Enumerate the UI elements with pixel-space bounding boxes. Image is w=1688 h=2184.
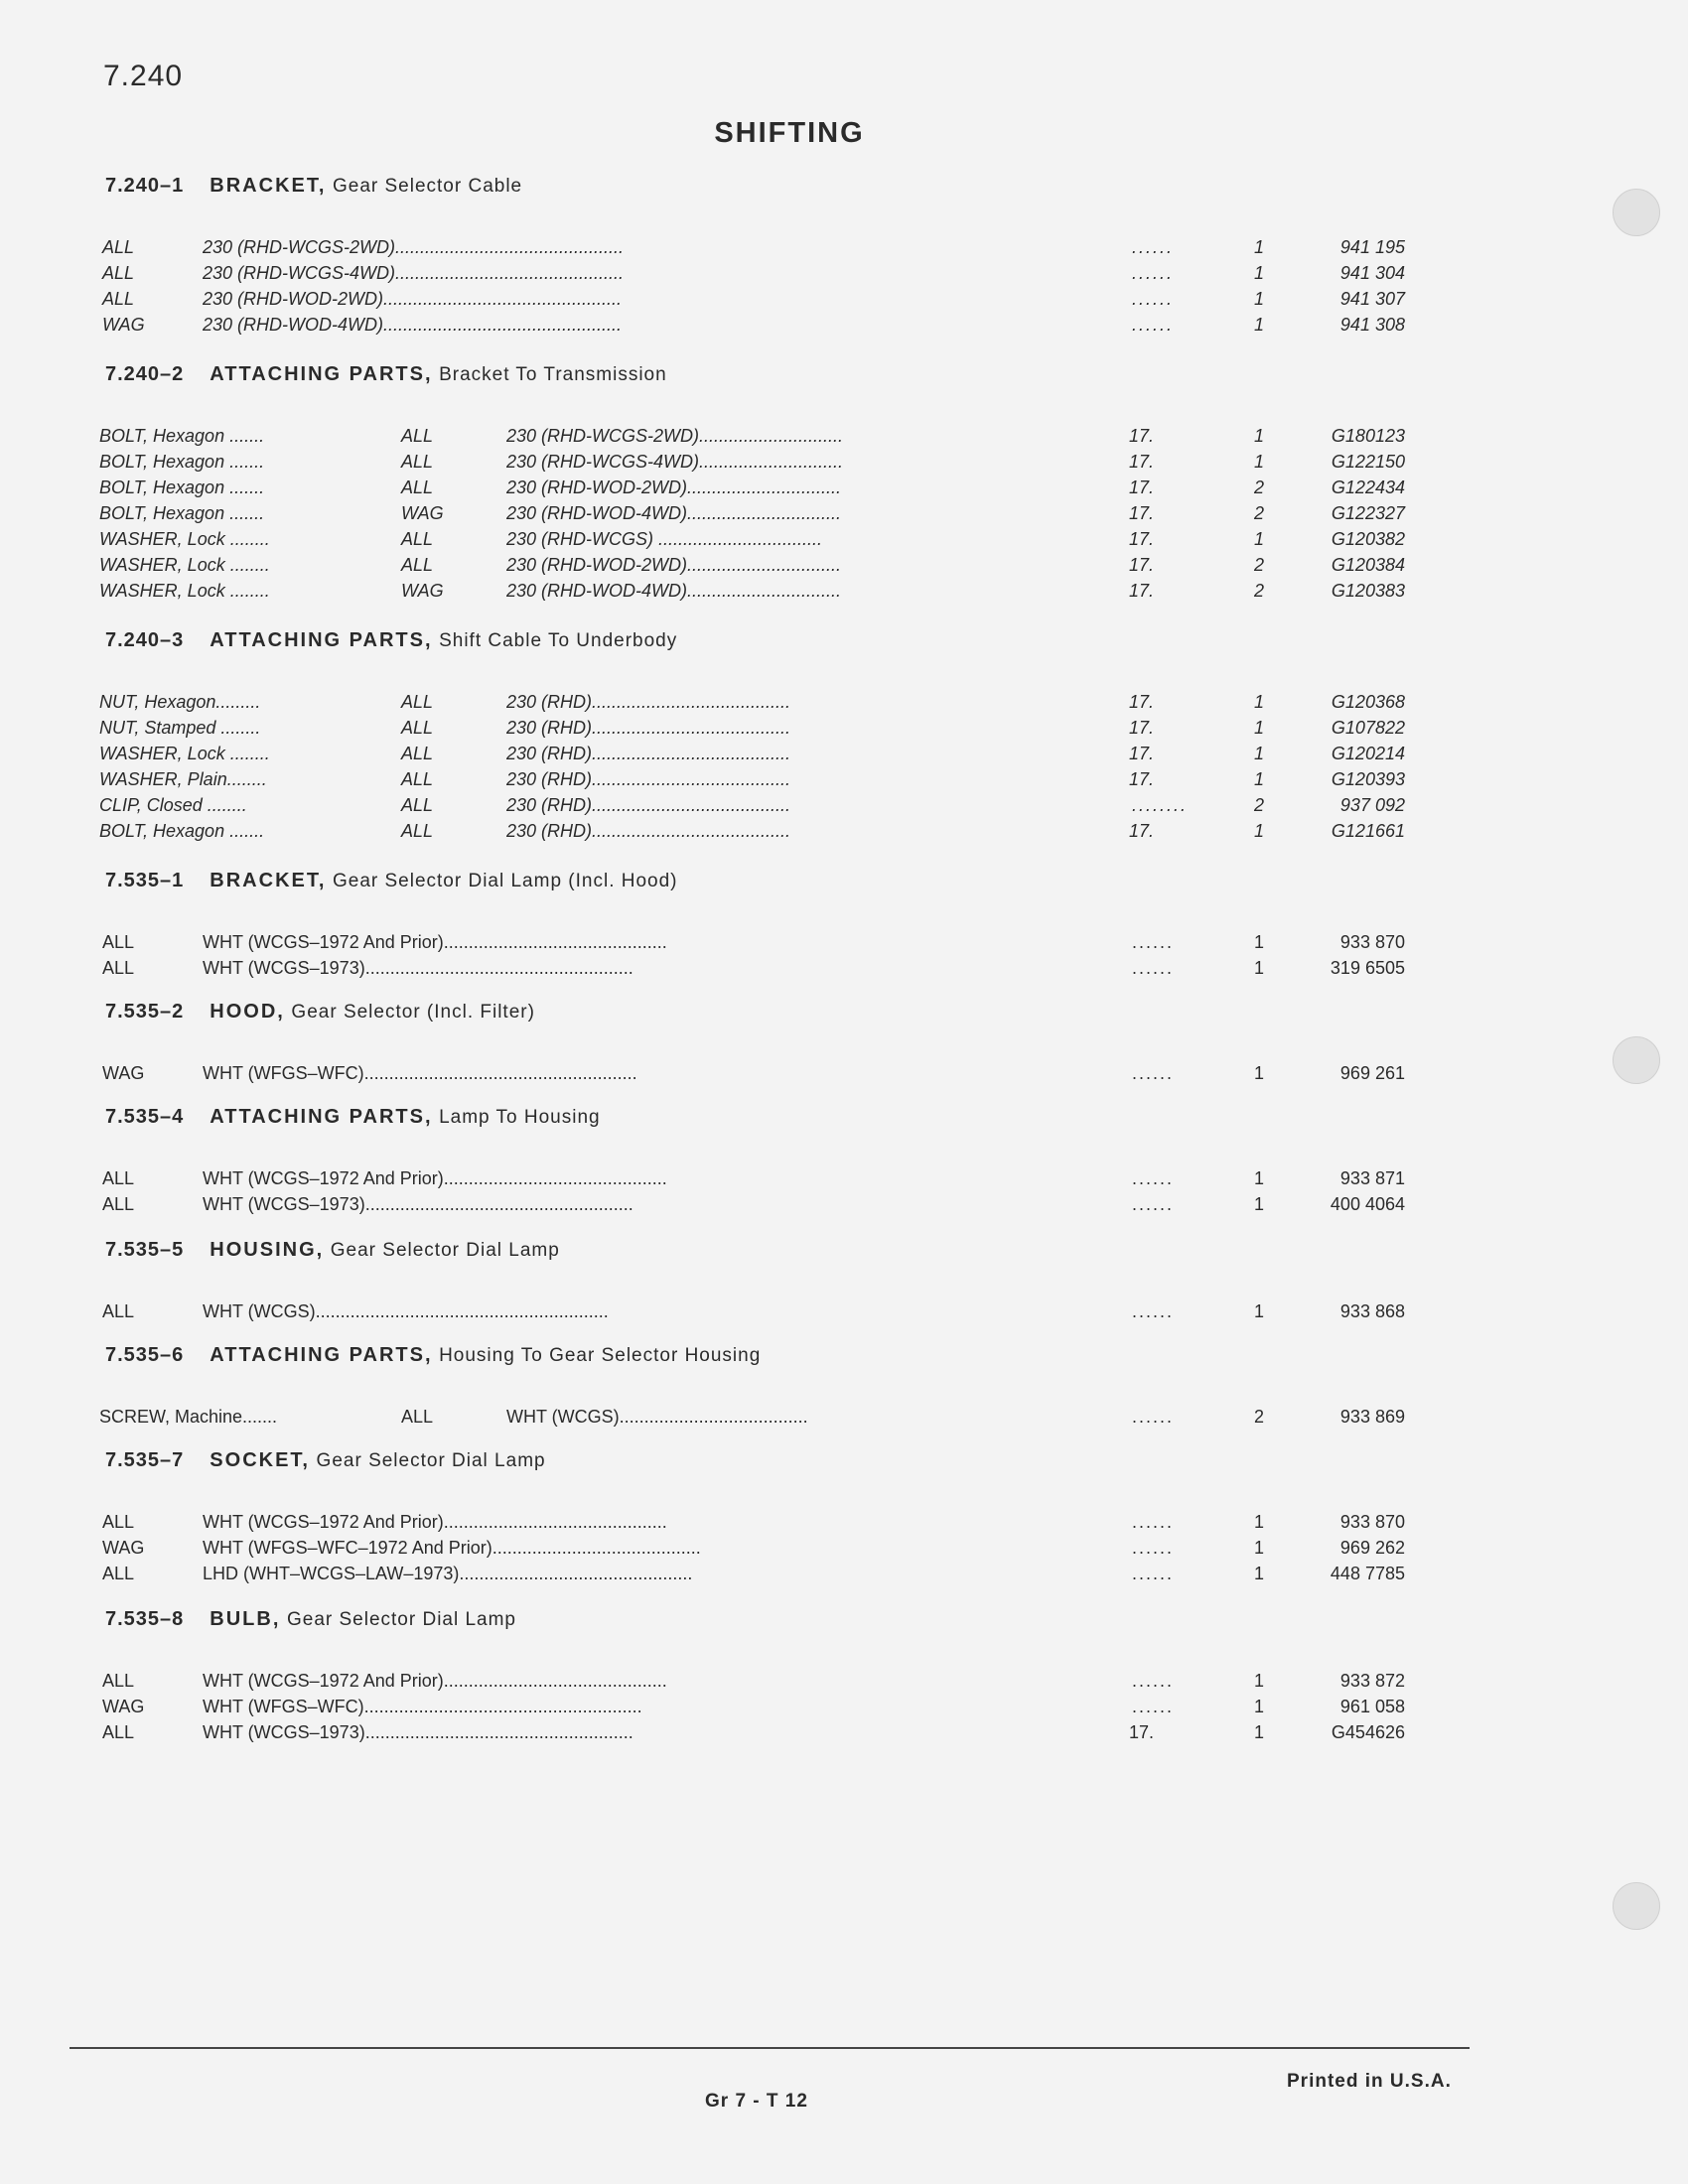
section-description: Gear Selector Dial Lamp xyxy=(316,1450,546,1471)
model-code: ALL xyxy=(401,769,434,789)
group-leader-dots: ...... xyxy=(1132,1194,1175,1214)
application-description: 230 (RHD)........................................ xyxy=(506,718,791,738)
model-code: WAG xyxy=(401,503,444,523)
section-code: 7.240–3 xyxy=(105,629,185,651)
table-row xyxy=(0,526,1589,552)
section-name: ATTACHING PARTS, xyxy=(210,629,433,651)
part-name: BOLT, Hexagon ....... xyxy=(99,478,265,497)
table-row xyxy=(0,286,1589,312)
section-name: SOCKET, xyxy=(210,1449,310,1471)
group-leader-dots: ...... xyxy=(1132,263,1175,283)
section-code: 7.535–2 xyxy=(105,1001,185,1023)
group-leader-dots: ...... xyxy=(1132,1538,1175,1558)
quantity: 2 xyxy=(1254,1407,1265,1427)
section-heading xyxy=(105,1001,535,1024)
quantity: 2 xyxy=(1254,795,1265,815)
model-code: ALL xyxy=(102,932,135,952)
model-code: WAG xyxy=(102,1538,145,1558)
section-name: ATTACHING PARTS, xyxy=(210,1106,433,1128)
section-code: 7.240–2 xyxy=(105,363,185,385)
section-description: Gear Selector Dial Lamp xyxy=(330,1240,560,1261)
model-code: ALL xyxy=(401,452,434,472)
quantity: 2 xyxy=(1254,581,1265,601)
application-description: WHT (WCGS–1973)...................................................... xyxy=(203,1722,633,1742)
application-description: 230 (RHD)........................................ xyxy=(506,744,791,763)
application-description: 230 (RHD-WOD-4WD)................................................ xyxy=(203,315,623,335)
part-number: G121661 xyxy=(1331,821,1405,841)
model-code: ALL xyxy=(401,529,434,549)
model-code: ALL xyxy=(401,1407,434,1427)
quantity: 1 xyxy=(1254,692,1265,712)
quantity: 1 xyxy=(1254,1512,1265,1532)
part-number: 941 304 xyxy=(1339,263,1405,283)
application-description: 230 (RHD-WCGS-2WD)............................. xyxy=(506,426,844,446)
table-row xyxy=(0,741,1589,766)
application-description: WHT (WCGS)...................................... xyxy=(506,1407,808,1427)
section-name: ATTACHING PARTS, xyxy=(210,1344,433,1366)
model-code: ALL xyxy=(102,1301,135,1321)
table-row xyxy=(0,955,1589,981)
table-row xyxy=(0,260,1589,286)
model-code: ALL xyxy=(102,1168,135,1188)
part-name: NUT, Stamped ........ xyxy=(99,718,261,738)
quantity: 1 xyxy=(1254,1697,1265,1716)
binder-hole-middle xyxy=(1613,1036,1660,1084)
part-number: 969 261 xyxy=(1339,1063,1405,1083)
table-row xyxy=(0,578,1589,604)
table-row xyxy=(0,1694,1589,1719)
model-code: ALL xyxy=(401,795,434,815)
group-leader-dots: ...... xyxy=(1132,1168,1175,1188)
section-heading xyxy=(105,1344,761,1367)
table-row xyxy=(0,234,1589,260)
table-row xyxy=(0,500,1589,526)
group-number: 17. xyxy=(1129,426,1155,446)
quantity: 2 xyxy=(1254,555,1265,575)
group-leader-dots: ...... xyxy=(1132,1564,1175,1583)
model-code: ALL xyxy=(102,1512,135,1532)
section-description: Lamp To Housing xyxy=(439,1107,601,1128)
group-number: 17. xyxy=(1129,452,1155,472)
group-number: 17. xyxy=(1129,821,1155,841)
application-description: 230 (RHD-WOD-2WD)................................................ xyxy=(203,289,623,309)
table-row xyxy=(0,715,1589,741)
part-number: G122327 xyxy=(1331,503,1405,523)
part-number: 933 872 xyxy=(1339,1671,1405,1691)
table-row xyxy=(0,689,1589,715)
quantity: 1 xyxy=(1254,1063,1265,1083)
section-code: 7.240–1 xyxy=(105,175,185,197)
model-code: ALL xyxy=(102,1671,135,1691)
quantity: 2 xyxy=(1254,478,1265,497)
section-code: 7.535–4 xyxy=(105,1106,185,1128)
page-title: SHIFTING xyxy=(714,117,865,149)
quantity: 1 xyxy=(1254,1671,1265,1691)
application-description: WHT (WCGS–1973)...................................................... xyxy=(203,1194,633,1214)
model-code: WAG xyxy=(102,1063,145,1083)
application-description: WHT (WFGS–WFC)....................................................... xyxy=(203,1063,637,1083)
group-leader-dots: ...... xyxy=(1132,1301,1175,1321)
application-description: 230 (RHD-WOD-2WD)............................... xyxy=(506,555,842,575)
section-name: BULB, xyxy=(210,1608,281,1630)
part-number: G120368 xyxy=(1331,692,1405,712)
part-number: 969 262 xyxy=(1339,1538,1405,1558)
quantity: 1 xyxy=(1254,1168,1265,1188)
table-row xyxy=(0,1535,1589,1561)
group-leader-dots: ...... xyxy=(1132,1512,1175,1532)
part-number: G120383 xyxy=(1331,581,1405,601)
model-code: ALL xyxy=(401,692,434,712)
application-description: WHT (WFGS–WFC)........................................................ xyxy=(203,1697,642,1716)
application-description: WHT (WCGS–1972 And Prior)............................................. xyxy=(203,932,667,952)
section-heading xyxy=(105,1106,601,1129)
group-leader-dots: ...... xyxy=(1132,1407,1175,1427)
quantity: 1 xyxy=(1254,263,1265,283)
application-description: 230 (RHD-WCGS-4WD).............................................. xyxy=(203,263,625,283)
part-number: G122150 xyxy=(1331,452,1405,472)
group-number: 17. xyxy=(1129,581,1155,601)
section-name: BRACKET, xyxy=(210,870,327,891)
part-name: BOLT, Hexagon ....... xyxy=(99,452,265,472)
table-row xyxy=(0,423,1589,449)
footer-rule xyxy=(70,2047,1470,2049)
section-heading xyxy=(105,363,667,386)
application-description: 230 (RHD)........................................ xyxy=(506,795,791,815)
model-code: ALL xyxy=(401,821,434,841)
group-leader-dots: ...... xyxy=(1132,289,1175,309)
quantity: 1 xyxy=(1254,1194,1265,1214)
application-description: 230 (RHD)........................................ xyxy=(506,821,791,841)
section-heading xyxy=(105,1239,560,1262)
section-heading xyxy=(105,629,677,652)
application-description: 230 (RHD-WCGS-2WD).............................................. xyxy=(203,237,625,257)
group-number: 17. xyxy=(1129,1722,1155,1742)
table-row xyxy=(0,312,1589,338)
quantity: 1 xyxy=(1254,718,1265,738)
section-name: HOOD, xyxy=(210,1001,285,1023)
part-name: BOLT, Hexagon ....... xyxy=(99,426,265,446)
quantity: 1 xyxy=(1254,529,1265,549)
group-number: 17. xyxy=(1129,692,1155,712)
part-number: 400 4064 xyxy=(1330,1194,1405,1214)
application-description: WHT (WCGS–1972 And Prior)............................................. xyxy=(203,1168,667,1188)
model-code: ALL xyxy=(102,237,135,257)
section-description: Shift Cable To Underbody xyxy=(439,630,678,651)
part-number: 933 868 xyxy=(1339,1301,1405,1321)
part-number: 933 870 xyxy=(1339,932,1405,952)
part-name: SCREW, Machine....... xyxy=(99,1407,278,1427)
application-description: 230 (RHD-WOD-4WD)............................... xyxy=(506,503,842,523)
part-number: G120384 xyxy=(1331,555,1405,575)
section-heading xyxy=(105,1608,516,1631)
application-description: 230 (RHD)........................................ xyxy=(506,692,791,712)
section-name: HOUSING, xyxy=(210,1239,325,1261)
group-leader-dots: ...... xyxy=(1132,932,1175,952)
part-number: G180123 xyxy=(1331,426,1405,446)
section-name: BRACKET, xyxy=(210,175,327,197)
application-description: WHT (WCGS–1972 And Prior)............................................. xyxy=(203,1512,667,1532)
quantity: 2 xyxy=(1254,503,1265,523)
section-code: 7.535–8 xyxy=(105,1608,185,1630)
application-description: 230 (RHD-WCGS) ................................. xyxy=(506,529,823,549)
application-description: LHD (WHT–WCGS–LAW–1973)............................................... xyxy=(203,1564,693,1583)
group-leader-dots: ...... xyxy=(1132,1671,1175,1691)
quantity: 1 xyxy=(1254,769,1265,789)
section-code: 7.535–1 xyxy=(105,870,185,891)
part-name: WASHER, Lock ........ xyxy=(99,555,270,575)
model-code: WAG xyxy=(102,315,145,335)
part-number: G120214 xyxy=(1331,744,1405,763)
part-number: 933 871 xyxy=(1339,1168,1405,1188)
quantity: 1 xyxy=(1254,1538,1265,1558)
part-number: 937 092 xyxy=(1339,795,1405,815)
quantity: 1 xyxy=(1254,821,1265,841)
group-number: 17. xyxy=(1129,718,1155,738)
application-description: WHT (WCGS–1973)...................................................... xyxy=(203,958,633,978)
group-leader-dots: ...... xyxy=(1132,315,1175,335)
quantity: 1 xyxy=(1254,958,1265,978)
application-description: WHT (WCGS)........................................................... xyxy=(203,1301,609,1321)
quantity: 1 xyxy=(1254,1564,1265,1583)
group-number: 17. xyxy=(1129,478,1155,497)
quantity: 1 xyxy=(1254,452,1265,472)
application-description: 230 (RHD-WOD-4WD)............................... xyxy=(506,581,842,601)
part-name: BOLT, Hexagon ....... xyxy=(99,821,265,841)
section-description: Bracket To Transmission xyxy=(439,364,667,385)
binder-hole-top xyxy=(1613,189,1660,236)
model-code: ALL xyxy=(102,1194,135,1214)
model-code: ALL xyxy=(102,263,135,283)
section-code: 7.535–5 xyxy=(105,1239,185,1261)
model-code: WAG xyxy=(102,1697,145,1716)
table-row xyxy=(0,818,1589,844)
part-name: WASHER, Plain........ xyxy=(99,769,267,789)
section-heading xyxy=(105,1449,546,1472)
group-number: 17. xyxy=(1129,769,1155,789)
quantity: 1 xyxy=(1254,932,1265,952)
model-code: WAG xyxy=(401,581,444,601)
part-number: 448 7785 xyxy=(1330,1564,1405,1583)
table-row xyxy=(0,1561,1589,1586)
part-number: 941 307 xyxy=(1339,289,1405,309)
part-number: 961 058 xyxy=(1339,1697,1405,1716)
part-number: G122434 xyxy=(1331,478,1405,497)
table-row xyxy=(0,449,1589,475)
application-description: 230 (RHD-WCGS-4WD)............................. xyxy=(506,452,844,472)
model-code: ALL xyxy=(401,478,434,497)
table-row xyxy=(0,929,1589,955)
group-leader-dots: ...... xyxy=(1132,958,1175,978)
table-row xyxy=(0,1191,1589,1217)
table-row xyxy=(0,792,1589,818)
quantity: 1 xyxy=(1254,1301,1265,1321)
application-description: WHT (WFGS–WFC–1972 And Prior).......................................... xyxy=(203,1538,701,1558)
part-number: G107822 xyxy=(1331,718,1405,738)
section-heading xyxy=(105,870,678,892)
part-number: 941 195 xyxy=(1339,237,1405,257)
group-leader-dots: ........ xyxy=(1132,795,1189,815)
part-number: G120382 xyxy=(1331,529,1405,549)
application-description: 230 (RHD-WOD-2WD)............................... xyxy=(506,478,842,497)
quantity: 1 xyxy=(1254,315,1265,335)
section-description: Gear Selector Dial Lamp xyxy=(286,1609,517,1630)
binder-hole-bottom xyxy=(1613,1882,1660,1930)
application-description: WHT (WCGS–1972 And Prior)............................................. xyxy=(203,1671,667,1691)
model-code: ALL xyxy=(102,1564,135,1583)
page-number: 7.240 xyxy=(103,60,184,92)
quantity: 1 xyxy=(1254,289,1265,309)
part-number: 933 870 xyxy=(1339,1512,1405,1532)
table-row xyxy=(0,475,1589,500)
table-row xyxy=(0,1509,1589,1535)
model-code: ALL xyxy=(401,718,434,738)
table-row xyxy=(0,766,1589,792)
part-name: NUT, Hexagon......... xyxy=(99,692,261,712)
table-row xyxy=(0,1060,1589,1086)
table-row xyxy=(0,1298,1589,1324)
section-code: 7.535–6 xyxy=(105,1344,185,1366)
quantity: 1 xyxy=(1254,237,1265,257)
quantity: 1 xyxy=(1254,744,1265,763)
part-name: CLIP, Closed ........ xyxy=(99,795,247,815)
part-name: BOLT, Hexagon ....... xyxy=(99,503,265,523)
table-row xyxy=(0,1668,1589,1694)
group-leader-dots: ...... xyxy=(1132,237,1175,257)
group-number: 17. xyxy=(1129,555,1155,575)
group-leader-dots: ...... xyxy=(1132,1063,1175,1083)
page-footer: Gr 7 - T 12 xyxy=(705,2091,808,2112)
table-row xyxy=(0,1165,1589,1191)
model-code: ALL xyxy=(401,426,434,446)
section-name: ATTACHING PARTS, xyxy=(210,363,433,385)
part-number: G120393 xyxy=(1331,769,1405,789)
section-description: Housing To Gear Selector Housing xyxy=(439,1345,762,1366)
part-number: 319 6505 xyxy=(1330,958,1405,978)
model-code: ALL xyxy=(102,958,135,978)
application-description: 230 (RHD)........................................ xyxy=(506,769,791,789)
section-heading xyxy=(105,175,522,198)
part-number: 941 308 xyxy=(1339,315,1405,335)
section-description: Gear Selector Dial Lamp (Incl. Hood) xyxy=(332,871,678,891)
model-code: ALL xyxy=(102,289,135,309)
group-leader-dots: ...... xyxy=(1132,1697,1175,1716)
section-description: Gear Selector Cable xyxy=(332,176,523,197)
table-row xyxy=(0,1719,1589,1745)
part-name: WASHER, Lock ........ xyxy=(99,581,270,601)
table-row xyxy=(0,552,1589,578)
group-number: 17. xyxy=(1129,503,1155,523)
printed-in-note: Printed in U.S.A. xyxy=(1287,2071,1452,2092)
section-description: Gear Selector (Incl. Filter) xyxy=(291,1002,535,1023)
quantity: 1 xyxy=(1254,1722,1265,1742)
part-number: 933 869 xyxy=(1339,1407,1405,1427)
model-code: ALL xyxy=(401,744,434,763)
part-number: G454626 xyxy=(1331,1722,1405,1742)
section-code: 7.535–7 xyxy=(105,1449,185,1471)
group-number: 17. xyxy=(1129,529,1155,549)
group-number: 17. xyxy=(1129,744,1155,763)
model-code: ALL xyxy=(102,1722,135,1742)
table-row xyxy=(0,1404,1589,1430)
model-code: ALL xyxy=(401,555,434,575)
quantity: 1 xyxy=(1254,426,1265,446)
part-name: WASHER, Lock ........ xyxy=(99,744,270,763)
part-name: WASHER, Lock ........ xyxy=(99,529,270,549)
